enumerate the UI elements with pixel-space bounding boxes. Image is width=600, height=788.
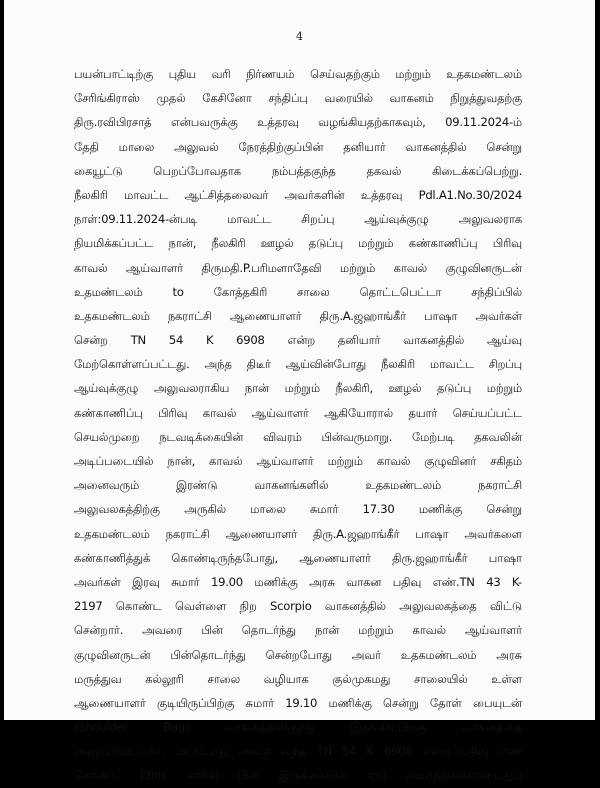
text-line: கையூட்டு பெறப்போவதாக நம்பத்தகுந்த தகவல் கிடைக்கப்பெற்று. xyxy=(74,163,522,178)
text-line: குழுவினருடன் பின்தொடர்ந்து சென்றபோது அவர் உதகமண்டலம் அரசு xyxy=(74,647,522,662)
text-line: ஆய்வுக்குழு அலுவலராகிய நான் மற்றும் நீலகிரி, ஊழல் தடுப்பு மற்றும் xyxy=(74,381,522,396)
text-line: சென்ற TN 54 K 6908 என்ற தனியார் வாகனத்தில் ஆய்வு xyxy=(74,333,522,348)
page-number: 4 xyxy=(296,30,303,43)
text-line: அனுப்பிவிட்டார். அப்போது அங்கு வந்த TN 54 K 6908 என்ற பதிவு எண் xyxy=(74,744,522,759)
text-line: அனைவரும் இரண்டு வாகனங்களில் உதகமண்டலம் நகராட்சி xyxy=(74,478,522,493)
text-line: ஆணையாளர் குடியிருப்பிற்கு சுமார் 19.10 மணிக்கு சென்று தோள் பையுடன் xyxy=(74,695,522,710)
text-line: கண்காணிப்பு பிரிவு காவல் ஆய்வாளர் ஆகியோரால் தயார் செய்யப்பட்ட xyxy=(74,405,522,420)
text-line: உதகமண்டலம் நகராட்சி ஆணையாளர் திரு.A.ஜஹாங்கீர் பாஷா அவர்களை xyxy=(74,526,522,541)
text-line: திரு.ரவிபிரசாத் என்பவருக்கு உத்தரவு வழங்கியதற்காகவும், 09.11.2024-ம் xyxy=(74,115,522,130)
text-line: உதமண்டலம் to கோத்தகிரி சாலை தொட்டபெட்டா சந்திப்பில் xyxy=(74,284,522,299)
text-line: காவல் ஆய்வாளர் திருமதி.P.பரிமளாதேவி மற்றும் காவல் குழுவினருடன் xyxy=(74,260,522,275)
text-line: கொண்ட Etios காரில் பின் இருக்கையில் ஏறி அமர்ந்துக்கொண்டதும் xyxy=(74,768,522,783)
text-line: உதகமண்டலம் நகராட்சி ஆணையாளர் திரு.A.ஜஹாங்கீர் பாஷா அவர்கள் xyxy=(74,308,522,323)
text-line: சேரிங்கிராஸ் முதல் கேசினோ சந்திப்பு வரையில் வாகனம் நிறுத்துவதற்கு xyxy=(74,91,522,106)
text-line: (Shoulder Bag) வாகனத்திலிருந்து இறங்கியபிறகு வாகனத்தை xyxy=(74,720,522,735)
text-line: நீலகிரி மாவட்ட ஆட்சித்தலைவர் அவர்களின் உத்தரவு Pdl.A1.No.30/2024 xyxy=(74,187,522,202)
document-page xyxy=(4,0,595,783)
text-line: பயன்பாட்டிற்கு புதிய வரி நிர்ணயம் செய்வதற்கும் மற்றும் உதகமண்டலம் xyxy=(74,67,522,81)
text-line: சென்றார். அவரை பின் தொடர்ந்து நான் மற்றும் காவல் ஆய்வாளர் xyxy=(74,623,522,638)
text-line: நியமிக்கப்பட்ட நான், நீலகிரி ஊழல் தடுப்பு மற்றும் கண்காணிப்பு பிரிவு xyxy=(74,236,522,251)
text-line: செயல்முறை நடவடிக்கையின் விவரம் பின்வருமாறு. மேற்படி தகவலின் xyxy=(74,429,522,444)
text-line: மேற்கொள்ளப்பட்டது. அந்த திடீர் ஆய்வின்போது நீலகிரி மாவட்ட சிறப்பு xyxy=(74,357,522,372)
text-line: கண்காணித்துக் கொண்டிருந்தபோது, ஆணையாளர் திரு.ஜஹாங்கீர் பாஷா xyxy=(74,550,522,565)
text-line: அவர்கள் இரவு சுமார் 19.00 மணிக்கு அரசு வாகன பதிவு எண்.TN 43 K- xyxy=(74,574,522,589)
text-line: அலுவலகத்திற்கு அருகில் மாலை சுமார் 17.30 மணிக்கு சென்று xyxy=(74,502,522,517)
text-line: தேதி மாலை அலுவல் நேரத்திற்குப்பின் தனியார் வாகனத்தில் சென்று xyxy=(74,139,522,154)
text-line: அடிப்படையில் நான், காவல் ஆய்வாளர் மற்றும் காவல் குழுவினர் சகிதம் xyxy=(74,454,522,468)
text-line: 2197 கொண்ட வெள்ளை நிற Scorpio வாகனத்தில் அலுவலகத்தை விட்டு xyxy=(74,599,522,614)
document-body xyxy=(74,62,522,788)
text-line: மருத்துவ கல்லூரி சாலை வழியாக குல்முகமது சாலையில் உள்ள xyxy=(74,671,522,686)
text-line: நாள்:09.11.2024-ன்படி மாவட்ட சிறப்பு ஆய்வுக்குழு அலுவலராக xyxy=(74,212,522,227)
